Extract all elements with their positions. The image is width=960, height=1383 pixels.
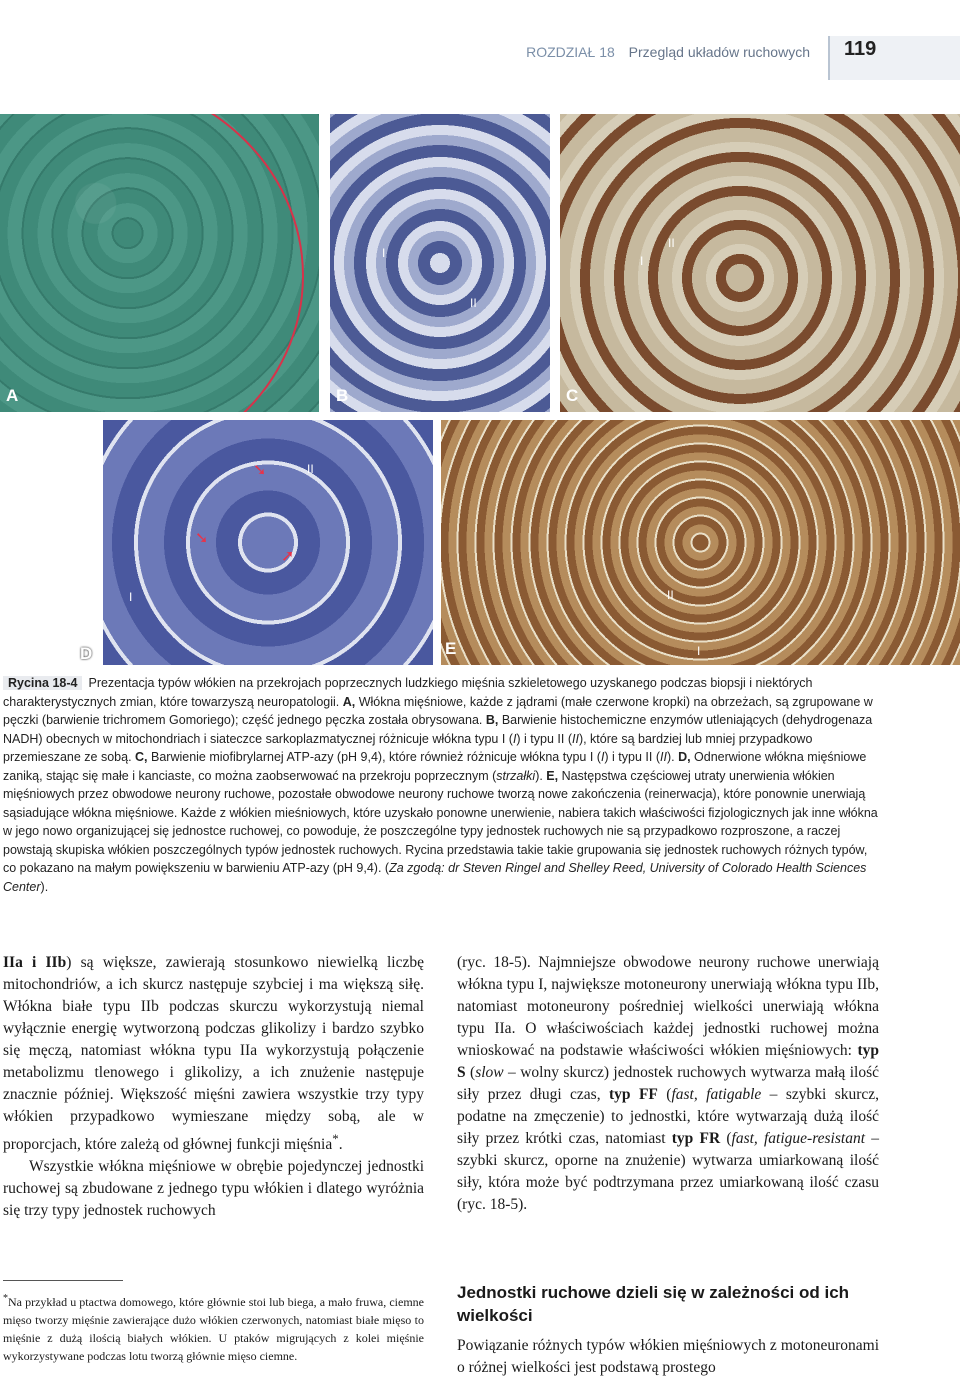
caption-italic: II <box>660 750 667 764</box>
arrow-icon: ➚ <box>281 546 295 565</box>
caption-text: Prezentacja typów włókien na przekrojach poprzecznych ludzkiego mięśnia szkieletowego uzyskanego podczas biopsji i niektórych charakterystycznych zmian, które towarzyszą neuropatologii. <box>3 676 813 709</box>
caption-credit: Za zgodą: dr Steven Ringel and Shelley Reed, University of Colorado Health Sciences Center <box>3 861 867 894</box>
fiber-type-tag: II <box>667 588 674 602</box>
caption-text: ). <box>666 750 679 764</box>
bold-term: typ S <box>457 1042 879 1081</box>
section-heading: Jednostki ruchowe dzieli się w zależności od ich wielkości <box>457 1283 850 1325</box>
caption-key: D, <box>678 750 691 764</box>
caption-text: Barwienie histochemiczne enzymów utleniających (dehydrogenaza NADH) obecnych w mitochondriach i siateczce sarkoplazmatycznej różnicuje włókna typu I ( <box>3 713 873 746</box>
fiber-type-tag: I <box>129 590 133 604</box>
fiber-type-tag: I <box>640 254 644 268</box>
footnote-marker: * <box>3 1293 8 1304</box>
chapter-title: Przegląd układów ruchowych <box>628 44 810 60</box>
figure-panel-e <box>441 420 960 665</box>
body-text: – szybki skurcz, podatne na zmęczenie) to jednostki, które wytwarzają dużą ilość siły przez krótki czas, natomiast <box>457 1086 880 1147</box>
fiber-type-tag: II <box>470 296 477 310</box>
paragraph <box>457 952 879 1216</box>
body-text: ( <box>465 1064 476 1081</box>
italic-term: slow <box>475 1064 504 1081</box>
caption-text: ), które są bardziej lub mniej przypadkowo przemieszane ze sobą. <box>3 731 813 764</box>
left-column <box>3 952 424 1222</box>
bold-term: IIa i IIb <box>3 954 67 971</box>
fascicle-outline <box>0 114 304 412</box>
paragraph: Wszystkie włókna mięśniowe w obrębie pojedynczej jednostki ruchowej są zbudowane z jednego typu włókien i dlatego wyróżnia się trzy typy jednostek ruchowych <box>3 1158 424 1220</box>
caption-text: Włókna mięśniowe, każde z jądrami (małe czerwone kropki) na obrzeżach, są zgrupowane w pęczki (barwienie trichromem Gomoriego); część jednego pęczka została obrysowana. <box>3 694 873 727</box>
footnote <box>3 1290 424 1365</box>
running-header <box>0 36 960 66</box>
caption-italic: II <box>572 731 579 746</box>
panel-label-b: B <box>336 386 349 405</box>
body-text: – wolny skurcz) jednostek ruchowych wytwarza małą ilość siły przez długi czas, <box>457 1064 879 1103</box>
body-text: – szybki skurcz, oporne na znużenie) wytwarza umiarkowaną ilość siły, która może być podtrzymana przez umiarkowaną ilość czasu (ryc. 18-5). <box>457 1130 879 1213</box>
page-number: 119 <box>844 38 877 60</box>
caption-text: ) i typu II ( <box>604 750 660 764</box>
body-text: ( <box>657 1086 672 1103</box>
chapter-info <box>526 44 810 60</box>
fiber-type-tag: II <box>307 462 314 476</box>
italic-term: fast, fatigue-resistant <box>731 1130 866 1147</box>
body-text: (ryc. 18-5). Najmniejsze obwodowe neurony ruchowe unerwiają włókna typu I, największe motoneurony unerwiają włókna typu IIb, natomiast motoneurony pośredniej wielkości unerwiają włókna typu IIa. O właściwościach każdej jednostki ruchowej można wnioskować na podstawie właściwości włókien mięśniowych: <box>457 954 879 1059</box>
figure-panel-c <box>560 114 960 412</box>
caption-text: ). <box>535 768 547 783</box>
paragraph <box>3 952 424 1156</box>
figure-caption <box>3 674 881 896</box>
caption-key: B, <box>485 713 499 727</box>
caption-italic: strzałki <box>496 768 536 783</box>
body-text: ) są większe, zawierają stosunkowo niewielką liczbę mitochondriów, a ich skurcz następuje szybciej i ma większą siłę. Włókna białe typu IIb podczas skurczu wykorzystują niemal wyłącznie energię wytworzoną podczas glikolizy i bardzo szybko się męczą, natomiast włókna typu IIa wykorzystują połączenie metabolizmu tlenowego i glikolizy, a ich znużenie następuje znacznie później. Większość mięśni zawiera wszystkie trzy typy włókien przypadkowo wymieszane między sobą, ale w proporcjach, które zależą od głównej funkcji mięśnia <box>3 954 424 1154</box>
caption-text: Barwienie miofibrylarnej ATP-azy (pH 9,4), które również różnicuje włókna typu I ( <box>147 750 601 764</box>
fiber-type-tag: II <box>668 236 675 250</box>
panel-label-a: A <box>6 386 19 405</box>
figure-panel-b <box>330 114 550 412</box>
body-text: . <box>338 1136 343 1154</box>
bold-term: typ FF <box>609 1086 658 1103</box>
caption-text: ). <box>40 879 49 894</box>
arrow-icon: ➘ <box>195 528 209 547</box>
panel-label-e: E <box>445 639 457 658</box>
figure-number: Rycina 18-4 <box>3 676 82 690</box>
caption-italic: I <box>600 750 605 764</box>
body-text: ( <box>720 1130 732 1147</box>
panel-label-d: D <box>80 644 93 663</box>
caption-text: ) i typu II ( <box>516 731 572 746</box>
footnote-rule <box>3 1280 123 1281</box>
caption-key: E, <box>546 768 559 783</box>
body-text: Powiązanie różnych typów włókien mięśniowych z motoneuronami o różnej wielkości jest podstawą prostego <box>457 1337 879 1376</box>
fiber-type-tag: I <box>382 246 386 260</box>
caption-italic: I <box>512 731 517 746</box>
footnote-marker: * <box>332 1131 339 1146</box>
footnote-text: Na przykład u ptactwa domowego, które głównie stoi lub biega, a mało fruwa, ciemne mięso tworzy mięśnie zawierające dużo włókien czerwonych, natomiast białe mięso to mięśnie z dużą ilością białych włókien. U ptaków migrujących z kolei mięśnie wykorzystywane podczas lotu tworzą głównie mięso ciemne. <box>3 1295 424 1363</box>
caption-key: A, <box>342 694 356 709</box>
italic-term: fast, fatigable <box>671 1086 762 1103</box>
panel-label-c: C <box>566 386 579 405</box>
caption-text: Następstwa częściowej utraty unerwienia włókien mięśniowych przez obwodowe neurony ruchowe, pozostałe obwodowe neurony ruchowe tworzą nowe zakończenia (reinerwacja), które ponownie unerwiają sąsiadujące włókna mięśniowe. Każde z włókien mieśniowych, które uzyskało ponowne unerwienie, nabiera takich właściwości fizjologicznych jak inne włókna w jego nowo organizującej się jednostce ruchowej, co powoduje, że poszczególne typy jednostek ruchowych nie są przypadkowo rozproszone, a raczej powstają skupiska włókien poszczególnych typów jednostek ruchowych. Rycina przedstawia takie takie grupowania się jednostek ruchowych różnych typów, co pokazano na małym powiększeniu w barwieniu ATP-azy (pH 9,4). ( <box>3 768 878 875</box>
chapter-label: ROZDZIAŁ 18 <box>526 44 615 60</box>
figure-panel-d <box>103 420 433 665</box>
figure-panel-a <box>0 114 319 412</box>
right-column <box>457 952 879 1216</box>
bold-term: typ FR <box>671 1130 721 1147</box>
arrow-icon: ➘ <box>253 460 267 479</box>
fiber-type-tag: I <box>697 644 701 658</box>
caption-text: Odnerwione włókna mięśniowe zaniką, stając się małe i kanciaste, co można zaobserwować na przekroju poprzecznym ( <box>3 750 867 783</box>
caption-key: C, <box>135 750 148 764</box>
section-body <box>457 1335 879 1379</box>
